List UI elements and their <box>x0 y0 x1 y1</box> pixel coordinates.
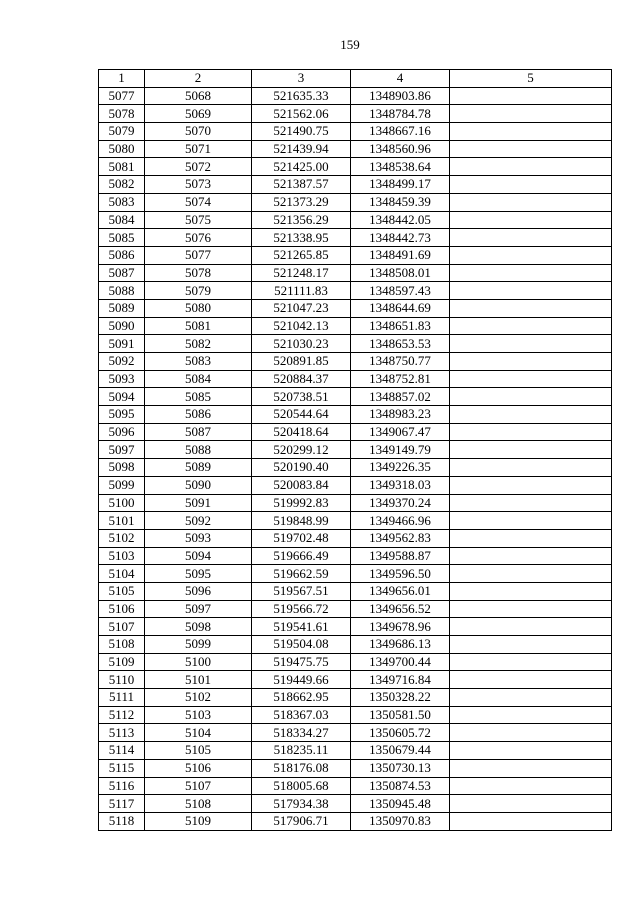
table-cell: 5098 <box>145 618 252 636</box>
table-cell: 521265.85 <box>252 246 351 264</box>
table-cell <box>450 759 612 777</box>
table-cell <box>450 406 612 424</box>
table-cell: 521356.29 <box>252 211 351 229</box>
table-cell: 5088 <box>145 441 252 459</box>
table-cell: 5096 <box>99 423 145 441</box>
table-cell: 5113 <box>99 724 145 742</box>
table-cell: 5091 <box>99 335 145 353</box>
table-cell <box>450 476 612 494</box>
page-number: 159 <box>340 37 360 52</box>
table-cell <box>450 706 612 724</box>
table-cell: 518662.95 <box>252 689 351 707</box>
table-cell <box>450 87 612 105</box>
table-cell: 5099 <box>145 636 252 654</box>
table-row <box>99 706 612 724</box>
table-cell: 521042.13 <box>252 317 351 335</box>
table-cell: 5074 <box>145 193 252 211</box>
table-cell <box>450 653 612 671</box>
table-cell: 5070 <box>145 123 252 141</box>
table-cell: 5077 <box>145 246 252 264</box>
table-cell: 1349226.35 <box>351 459 450 477</box>
table-cell: 1349562.83 <box>351 529 450 547</box>
table-cell: 5115 <box>99 759 145 777</box>
table-cell: 521248.17 <box>252 264 351 282</box>
table-cell: 5081 <box>99 158 145 176</box>
table-row <box>99 388 612 406</box>
table-cell <box>450 140 612 158</box>
table-cell <box>450 158 612 176</box>
table-cell: 5097 <box>145 600 252 618</box>
table-row <box>99 140 612 158</box>
table-cell: 519449.66 <box>252 671 351 689</box>
table-cell: 519992.83 <box>252 494 351 512</box>
table-cell: 5090 <box>99 317 145 335</box>
table-cell: 1348597.43 <box>351 282 450 300</box>
table-row <box>99 176 612 194</box>
table-body <box>99 87 612 830</box>
table-cell: 5118 <box>99 812 145 830</box>
table-cell <box>450 600 612 618</box>
table-cell: 5105 <box>145 742 252 760</box>
table-cell <box>450 618 612 636</box>
table-cell: 521490.75 <box>252 123 351 141</box>
table-cell: 5093 <box>145 529 252 547</box>
table-cell: 520544.64 <box>252 406 351 424</box>
table-cell: 1349596.50 <box>351 565 450 583</box>
table-cell: 5094 <box>99 388 145 406</box>
table-row <box>99 742 612 760</box>
table-cell: 519666.49 <box>252 547 351 565</box>
table-cell: 1349588.87 <box>351 547 450 565</box>
table-cell: 5106 <box>145 759 252 777</box>
table-cell <box>450 671 612 689</box>
table-cell <box>450 317 612 335</box>
table-cell: 1348857.02 <box>351 388 450 406</box>
table-row <box>99 246 612 264</box>
table-row <box>99 512 612 530</box>
table-row <box>99 476 612 494</box>
table-cell: 5096 <box>145 582 252 600</box>
column-header: 1 <box>99 70 145 88</box>
table-cell: 5084 <box>99 211 145 229</box>
table-cell: 520190.40 <box>252 459 351 477</box>
table-cell: 1348903.86 <box>351 87 450 105</box>
table-cell: 5084 <box>145 370 252 388</box>
table-cell: 5080 <box>145 299 252 317</box>
table-cell: 5098 <box>99 459 145 477</box>
table-cell: 5097 <box>99 441 145 459</box>
table-cell: 1350970.83 <box>351 812 450 830</box>
table-cell <box>450 282 612 300</box>
table-cell <box>450 423 612 441</box>
table-cell <box>450 193 612 211</box>
table-cell: 5077 <box>99 87 145 105</box>
table-row <box>99 441 612 459</box>
table-cell <box>450 353 612 371</box>
table-cell: 520891.85 <box>252 353 351 371</box>
table-cell: 5100 <box>145 653 252 671</box>
table-cell: 519662.59 <box>252 565 351 583</box>
table-cell: 5075 <box>145 211 252 229</box>
table-cell <box>450 264 612 282</box>
table-cell: 521387.57 <box>252 176 351 194</box>
table-row <box>99 529 612 547</box>
table-cell: 520083.84 <box>252 476 351 494</box>
table-cell: 5086 <box>145 406 252 424</box>
table-cell: 5108 <box>99 636 145 654</box>
table-cell: 521562.06 <box>252 105 351 123</box>
table-row <box>99 370 612 388</box>
table-cell: 519702.48 <box>252 529 351 547</box>
table-cell: 1350874.53 <box>351 777 450 795</box>
table-cell: 1349656.01 <box>351 582 450 600</box>
table-cell: 5083 <box>145 353 252 371</box>
table-cell: 5105 <box>99 582 145 600</box>
table-cell: 5072 <box>145 158 252 176</box>
table-row <box>99 193 612 211</box>
table-cell: 5104 <box>145 724 252 742</box>
table-cell <box>450 565 612 583</box>
table-cell: 1348508.01 <box>351 264 450 282</box>
table-cell: 1349067.47 <box>351 423 450 441</box>
column-header: 2 <box>145 70 252 88</box>
table-cell: 5079 <box>99 123 145 141</box>
table-cell: 5086 <box>99 246 145 264</box>
table-row <box>99 618 612 636</box>
table-cell: 5099 <box>99 476 145 494</box>
table-cell: 1349686.13 <box>351 636 450 654</box>
table-cell <box>450 388 612 406</box>
table-cell: 5109 <box>145 812 252 830</box>
table-cell: 5103 <box>145 706 252 724</box>
table-cell <box>450 335 612 353</box>
table-cell: 521425.00 <box>252 158 351 176</box>
table-row <box>99 565 612 583</box>
table-cell: 5106 <box>99 600 145 618</box>
table-cell: 1348442.73 <box>351 229 450 247</box>
table-cell: 520418.64 <box>252 423 351 441</box>
table-cell: 5079 <box>145 282 252 300</box>
table-cell <box>450 582 612 600</box>
table-cell: 1349716.84 <box>351 671 450 689</box>
table-cell: 519566.72 <box>252 600 351 618</box>
table-cell: 519567.51 <box>252 582 351 600</box>
table-cell: 5102 <box>99 529 145 547</box>
table-cell: 1348983.23 <box>351 406 450 424</box>
table-cell <box>450 812 612 830</box>
table-cell: 1349318.03 <box>351 476 450 494</box>
table-row <box>99 547 612 565</box>
coordinates-table <box>98 69 612 831</box>
table-cell: 1349700.44 <box>351 653 450 671</box>
table-row <box>99 653 612 671</box>
table-row <box>99 335 612 353</box>
table-cell: 1349678.96 <box>351 618 450 636</box>
table-cell: 1350945.48 <box>351 795 450 813</box>
table-cell: 1348499.17 <box>351 176 450 194</box>
table-cell <box>450 494 612 512</box>
table-cell: 5092 <box>145 512 252 530</box>
table-row <box>99 777 612 795</box>
table-cell: 5107 <box>99 618 145 636</box>
table-cell: 1349370.24 <box>351 494 450 512</box>
table-row <box>99 600 612 618</box>
table-cell: 518176.08 <box>252 759 351 777</box>
table-row <box>99 299 612 317</box>
table-cell: 5078 <box>99 105 145 123</box>
table-cell <box>450 742 612 760</box>
table-cell: 1350730.13 <box>351 759 450 777</box>
table-cell: 1349466.96 <box>351 512 450 530</box>
table-cell: 5100 <box>99 494 145 512</box>
table-cell: 5117 <box>99 795 145 813</box>
table-cell: 1348784.78 <box>351 105 450 123</box>
table-cell: 5073 <box>145 176 252 194</box>
table-row <box>99 317 612 335</box>
table-cell: 1350581.50 <box>351 706 450 724</box>
table-row <box>99 812 612 830</box>
table-cell: 520299.12 <box>252 441 351 459</box>
table-cell <box>450 529 612 547</box>
table-cell: 5087 <box>145 423 252 441</box>
table-cell: 1350679.44 <box>351 742 450 760</box>
table-cell: 1349656.52 <box>351 600 450 618</box>
table-cell <box>450 370 612 388</box>
table-cell: 521373.29 <box>252 193 351 211</box>
table-cell <box>450 512 612 530</box>
table-cell <box>450 229 612 247</box>
table-cell: 5088 <box>99 282 145 300</box>
table-cell: 521047.23 <box>252 299 351 317</box>
table-row <box>99 671 612 689</box>
table-cell: 519475.75 <box>252 653 351 671</box>
table-row <box>99 123 612 141</box>
table-cell: 5101 <box>145 671 252 689</box>
table-row <box>99 724 612 742</box>
table-cell: 1350328.22 <box>351 689 450 707</box>
table-cell: 518005.68 <box>252 777 351 795</box>
table-row <box>99 459 612 477</box>
table-cell: 5082 <box>99 176 145 194</box>
table-row <box>99 636 612 654</box>
table-cell: 5095 <box>99 406 145 424</box>
table-row <box>99 795 612 813</box>
table-row <box>99 211 612 229</box>
table-cell: 1348651.83 <box>351 317 450 335</box>
table-cell: 518235.11 <box>252 742 351 760</box>
table-cell: 5101 <box>99 512 145 530</box>
table-cell: 1348653.53 <box>351 335 450 353</box>
column-header: 3 <box>252 70 351 88</box>
table-cell: 5109 <box>99 653 145 671</box>
table-row <box>99 158 612 176</box>
table-row <box>99 406 612 424</box>
table-cell: 5103 <box>99 547 145 565</box>
table-cell: 5076 <box>145 229 252 247</box>
table-cell: 5095 <box>145 565 252 583</box>
table-cell: 1348667.16 <box>351 123 450 141</box>
table-cell <box>450 724 612 742</box>
table-cell <box>450 689 612 707</box>
table-cell: 5078 <box>145 264 252 282</box>
table-header-row <box>99 70 612 88</box>
table-cell: 1348538.64 <box>351 158 450 176</box>
table-cell: 521111.83 <box>252 282 351 300</box>
table-cell: 521030.23 <box>252 335 351 353</box>
table-cell: 517934.38 <box>252 795 351 813</box>
table-cell: 1348750.77 <box>351 353 450 371</box>
table-cell: 1348644.69 <box>351 299 450 317</box>
table-row <box>99 264 612 282</box>
table-cell: 5085 <box>145 388 252 406</box>
table-cell <box>450 211 612 229</box>
table-cell: 1349149.79 <box>351 441 450 459</box>
table-row <box>99 105 612 123</box>
table-cell: 5071 <box>145 140 252 158</box>
table-cell <box>450 299 612 317</box>
table-cell: 5104 <box>99 565 145 583</box>
table-cell <box>450 441 612 459</box>
table-cell: 519541.61 <box>252 618 351 636</box>
table-row <box>99 582 612 600</box>
table-cell: 520738.51 <box>252 388 351 406</box>
table-cell: 5112 <box>99 706 145 724</box>
table-cell: 5081 <box>145 317 252 335</box>
table-cell: 5116 <box>99 777 145 795</box>
table-cell: 5083 <box>99 193 145 211</box>
column-header: 5 <box>450 70 612 88</box>
table-cell: 5092 <box>99 353 145 371</box>
table-cell: 1348752.81 <box>351 370 450 388</box>
table-cell <box>450 105 612 123</box>
table-row <box>99 282 612 300</box>
table-cell: 5089 <box>145 459 252 477</box>
table-cell: 521635.33 <box>252 87 351 105</box>
table-cell <box>450 777 612 795</box>
table-cell <box>450 246 612 264</box>
table-cell: 5068 <box>145 87 252 105</box>
table-cell: 519848.99 <box>252 512 351 530</box>
table-cell: 5069 <box>145 105 252 123</box>
table-row <box>99 87 612 105</box>
table-cell: 1348442.05 <box>351 211 450 229</box>
table-cell: 5111 <box>99 689 145 707</box>
table-cell: 5087 <box>99 264 145 282</box>
table-cell: 517906.71 <box>252 812 351 830</box>
table-cell: 518334.27 <box>252 724 351 742</box>
table-cell: 5108 <box>145 795 252 813</box>
table-cell: 5090 <box>145 476 252 494</box>
table-cell: 5093 <box>99 370 145 388</box>
table-cell: 1348560.96 <box>351 140 450 158</box>
table-cell: 5094 <box>145 547 252 565</box>
table-cell: 521338.95 <box>252 229 351 247</box>
table-cell: 519504.08 <box>252 636 351 654</box>
table-cell: 5091 <box>145 494 252 512</box>
table-cell: 1350605.72 <box>351 724 450 742</box>
table-row <box>99 423 612 441</box>
table-cell <box>450 636 612 654</box>
table-row <box>99 494 612 512</box>
table-cell: 1348459.39 <box>351 193 450 211</box>
table-cell: 5089 <box>99 299 145 317</box>
table-row <box>99 353 612 371</box>
table-cell: 1348491.69 <box>351 246 450 264</box>
table-cell: 518367.03 <box>252 706 351 724</box>
table-cell: 5082 <box>145 335 252 353</box>
table-row <box>99 689 612 707</box>
table-cell: 5114 <box>99 742 145 760</box>
table-cell <box>450 547 612 565</box>
table-cell: 5085 <box>99 229 145 247</box>
table-cell <box>450 176 612 194</box>
table-cell <box>450 459 612 477</box>
table-cell: 5107 <box>145 777 252 795</box>
table-row <box>99 759 612 777</box>
column-header: 4 <box>351 70 450 88</box>
table-cell: 5110 <box>99 671 145 689</box>
table-cell: 5080 <box>99 140 145 158</box>
table-cell: 521439.94 <box>252 140 351 158</box>
table-cell: 5102 <box>145 689 252 707</box>
table-cell <box>450 123 612 141</box>
table-cell <box>450 795 612 813</box>
table-row <box>99 229 612 247</box>
table-cell: 520884.37 <box>252 370 351 388</box>
